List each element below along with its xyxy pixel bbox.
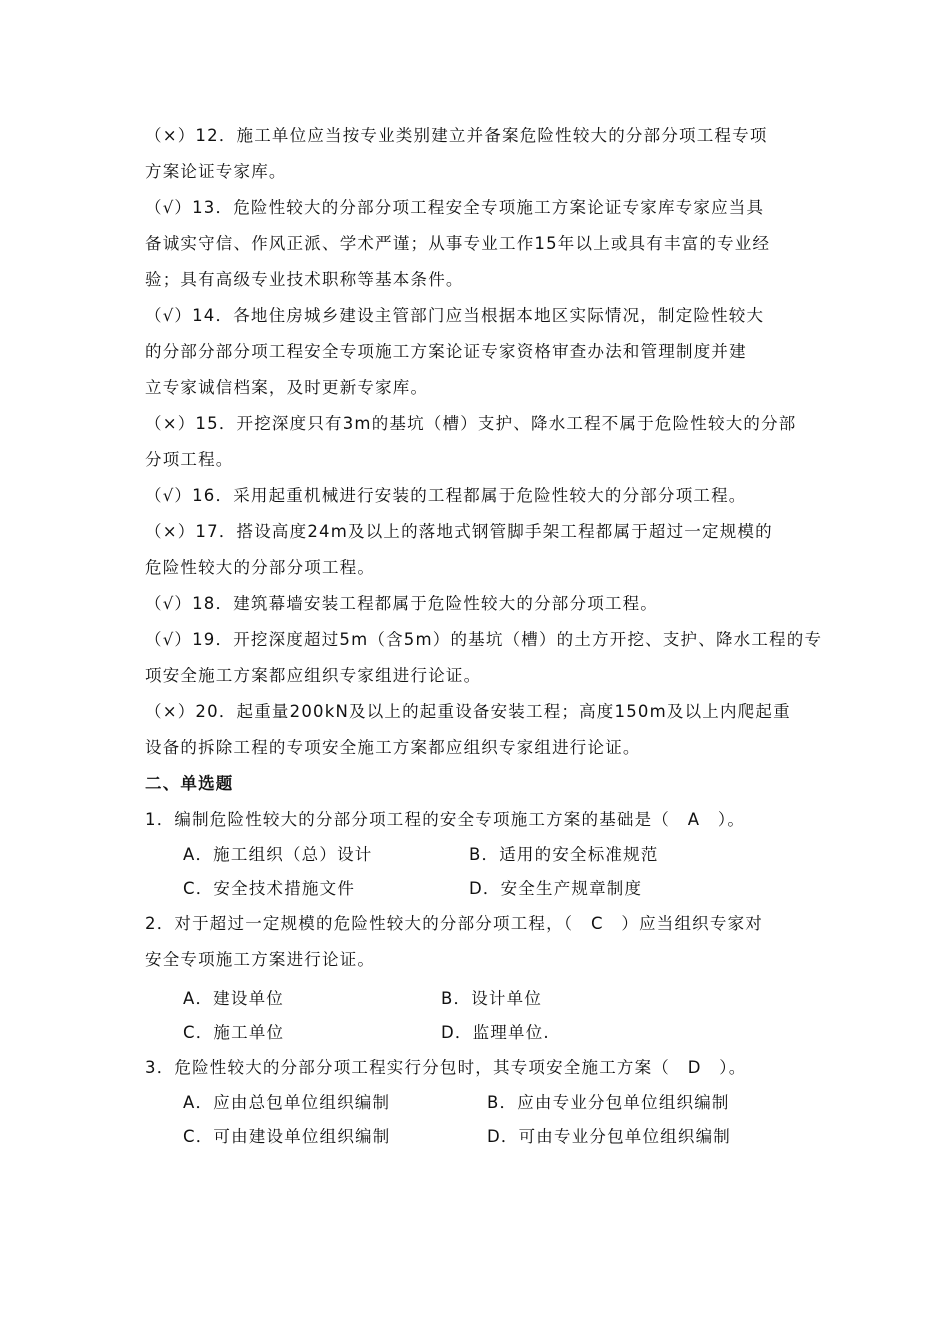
item-line: （√）14．各地住房城乡建设主管部门应当根据本地区实际情况，制定险性较大 — [145, 306, 765, 325]
option-row — [145, 1086, 815, 1120]
item-line: （×）17．搭设高度24m及以上的落地式钢管脚手架工程都属于超过一定规模的 — [145, 522, 773, 541]
question-text — [145, 802, 815, 838]
question-line: 安全专项施工方案进行论证。 — [145, 950, 376, 969]
item-line: 方案论证专家库。 — [145, 162, 287, 181]
item-line: 分项工程。 — [145, 450, 234, 469]
true-false-item-12 — [145, 118, 815, 190]
question-line: 1．编制危险性较大的分部分项工程的安全专项施工方案的基础是（ A ）。 — [145, 810, 746, 829]
item-line: （×）12．施工单位应当按专业类别建立并备案危险性较大的分部分项工程专项 — [145, 126, 768, 145]
item-line: 设备的拆除工程的专项安全施工方案都应组织专家组进行论证。 — [145, 738, 641, 757]
item-line: 的分部分部分项工程安全专项施工方案论证专家资格审查办法和管理制度并建 — [145, 342, 747, 361]
item-line: （×）15．开挖深度只有3m的基坑（槽）支护、降水工程不属于危险性较大的分部 — [145, 414, 797, 433]
option-d: D．安全生产规章制度 — [469, 879, 643, 898]
true-false-item-18 — [145, 586, 815, 622]
option-b: B．设计单位 — [441, 989, 543, 1008]
option-d: D．可由专业分包单位组织编制 — [487, 1127, 732, 1146]
item-line: （√）19．开挖深度超过5m（含5m）的基坑（槽）的土方开挖、支护、降水工程的专 — [145, 630, 823, 649]
item-line: （√）18．建筑幕墙安装工程都属于危险性较大的分部分项工程。 — [145, 594, 659, 613]
single-choice-question-3 — [145, 1050, 815, 1154]
item-line: （√）13．危险性较大的分部分项工程安全专项施工方案论证专家库专家应当具 — [145, 198, 765, 217]
question-line: 3．危险性较大的分部分项工程实行分包时，其专项安全施工方案（ D ）。 — [145, 1058, 747, 1077]
option-row — [145, 838, 815, 872]
item-line: 项安全施工方案都应组织专家组进行论证。 — [145, 666, 482, 685]
option-a: A．应由总包单位组织编制 — [183, 1093, 391, 1112]
single-choice-question-1 — [145, 802, 815, 906]
option-row — [145, 982, 815, 1016]
item-line: 危险性较大的分部分项工程。 — [145, 558, 376, 577]
true-false-item-19 — [145, 622, 823, 694]
item-line: 验；具有高级专业技术职称等基本条件。 — [145, 270, 464, 289]
question-text — [145, 1050, 815, 1086]
section-title-single-choice: 二、单选题 — [145, 774, 234, 793]
item-line: 立专家诚信档案，及时更新专家库。 — [145, 378, 429, 397]
option-b: B．应由专业分包单位组织编制 — [487, 1093, 730, 1112]
option-d: D．监理单位. — [441, 1023, 550, 1042]
option-b: B．适用的安全标准规范 — [469, 845, 659, 864]
true-false-item-13 — [145, 190, 815, 298]
item-line: （×）20．起重量200kN及以上的起重设备安装工程；高度150m及以上内爬起重 — [145, 702, 791, 721]
item-line: （√）16．采用起重机械进行安装的工程都属于危险性较大的分部分项工程。 — [145, 486, 747, 505]
option-c: C．安全技术措施文件 — [183, 879, 356, 898]
true-false-item-14 — [145, 298, 815, 406]
option-row — [145, 872, 815, 906]
true-false-item-17 — [145, 514, 815, 586]
true-false-item-15 — [145, 406, 815, 478]
true-false-item-20 — [145, 694, 815, 766]
option-c: C．施工单位 — [183, 1023, 285, 1042]
option-a: A．施工组织（总）设计 — [183, 845, 373, 864]
option-a: A．建设单位 — [183, 989, 284, 1008]
option-row — [145, 1016, 815, 1050]
item-line: 备诚实守信、作风正派、学术严谨；从事专业工作15年以上或具有丰富的专业经 — [145, 234, 771, 253]
question-text — [145, 906, 815, 978]
document-content — [145, 118, 823, 1154]
option-row — [145, 1120, 815, 1154]
single-choice-question-2 — [145, 906, 815, 1050]
option-c: C．可由建设单位组织编制 — [183, 1127, 391, 1146]
question-line: 2．对于超过一定规模的危险性较大的分部分项工程，（ C ）应当组织专家对 — [145, 914, 763, 933]
true-false-item-16 — [145, 478, 815, 514]
